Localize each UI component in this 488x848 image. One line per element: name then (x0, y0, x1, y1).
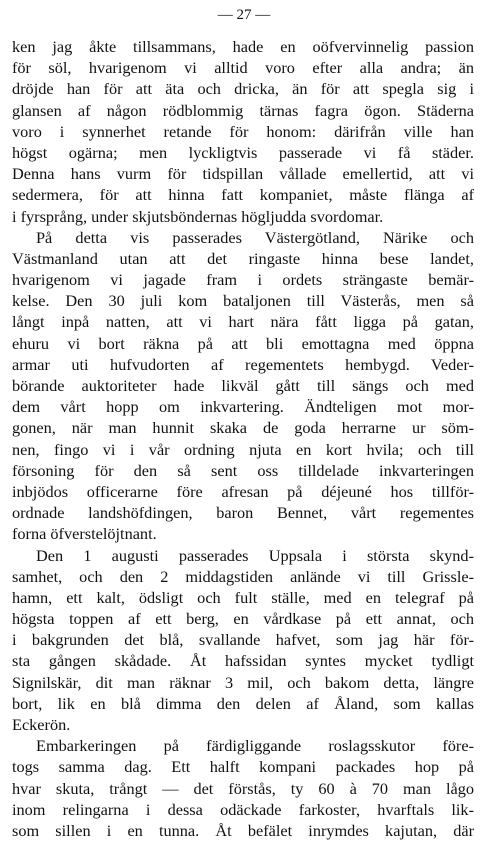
text-line: Västmanland utan att det ringaste hinna bese landet, (12, 248, 474, 268)
text-line: kelse. Den 30 juli kom bataljonen till Västerås, men så (12, 291, 474, 311)
text-line: för söl, hvarigenom vi alltid voro efter alla andra; än (12, 58, 474, 78)
text-line: glansen af någon rödblommig tärnas fagra ögon. Städerna (12, 100, 474, 120)
text-line: dröjde han för att äta och dricka, än för att spegla sig i (12, 79, 474, 99)
text-line: i bakgrunden det blå, svallande hafvet, som jag här för- (12, 630, 474, 650)
text-line: sta gången skådade. Åt hafssidan syntes mycket tydligt (12, 651, 474, 671)
text-line: högsta toppen af ett berg, en vårdkase på ett annat, och (12, 609, 474, 629)
text-line: Signilskär, dit man räknar 3 mil, och bakom detta, längre (12, 672, 474, 692)
text-line: armar uti hufvudorten af regementets hembygd. Veder- (12, 354, 474, 374)
text-line: ordnade landshöfdingen, baron Bennet, vårt regementes (12, 503, 474, 523)
text-line: försoning för den så sent oss tilldelade inkvarteringen (12, 460, 474, 480)
text-line: bort, lik en blå dimma den delen af Åland, som kallas (12, 693, 474, 713)
text-line: dem vårt hopp om inkvartering. Ändteligen mot mor- (12, 397, 474, 417)
text-line: i fyrsprång, under skjutsböndernas högljudda svordomar. (12, 206, 384, 226)
text-line: börande auktoriteter hade likväl gått till sängs och med (12, 376, 474, 395)
text-line: forna öfverstelöjtnant. (12, 524, 157, 544)
text-line: Denna hans vurm för tidspillan vållade emellertid, att vi (12, 164, 474, 184)
page-number: — 27 — (217, 7, 271, 23)
text-line: inbjödos officerarne före afresan på déjeuné hos tillför- (12, 481, 474, 501)
text-line: gonen, när man hunnit skaka de goda herrarne ur söm- (12, 418, 474, 438)
text-line: hvar skuta, trångt — det förstås, ty 60 à 70 man lågo (12, 778, 474, 798)
text-line: inom relingarna i dessa odäckade farkoster, hvarftals lik- (12, 799, 474, 819)
text-line: ehuru vi bort räkna på att bli emottagna med öppna (12, 333, 474, 353)
text-line: hamn, ett kalt, ödsligt och fult ställe, med en telegraf på (12, 587, 474, 607)
text-line: ken jag åkte tillsammans, hade en oöfvervinnelig passion (12, 37, 474, 56)
text-line: Embarkeringen på färdigliggande roslagsskutor före- (36, 736, 474, 756)
text-line: hvarigenom vi jagade fram i ordets strängaste bemär- (12, 270, 474, 290)
body-text (12, 36, 474, 841)
text-line: Den 1 augusti passerades Uppsala i största skynd- (36, 545, 474, 565)
text-line: samhet, och den 2 middagstiden anlände vi till Grissle- (12, 566, 474, 586)
text-line: voro i synnerhet retande för honom: därifrån ville han (12, 121, 474, 141)
text-line: Eckerön. (12, 715, 71, 734)
text-line: På detta vis passerades Västergötland, Närike och (36, 227, 474, 247)
text-line: sedermera, för att hinna fatt kompaniet, måste flänga af (12, 185, 474, 205)
text-line: långt inpå natten, att vi hart nära fått ligga på gatan, (12, 312, 474, 332)
text-line: nen, fingo vi i vår ordning njuta en kort hvila; och till (12, 439, 474, 459)
text-line: togs samma dag. Ett halft kompani packades hop på (12, 757, 474, 777)
text-line: som sillen i en tunna. Åt befälet inrymdes kajutan, där (12, 820, 474, 840)
text-line: högst ogärna; men lyckligtvis passerade vi få städer. (12, 142, 474, 162)
